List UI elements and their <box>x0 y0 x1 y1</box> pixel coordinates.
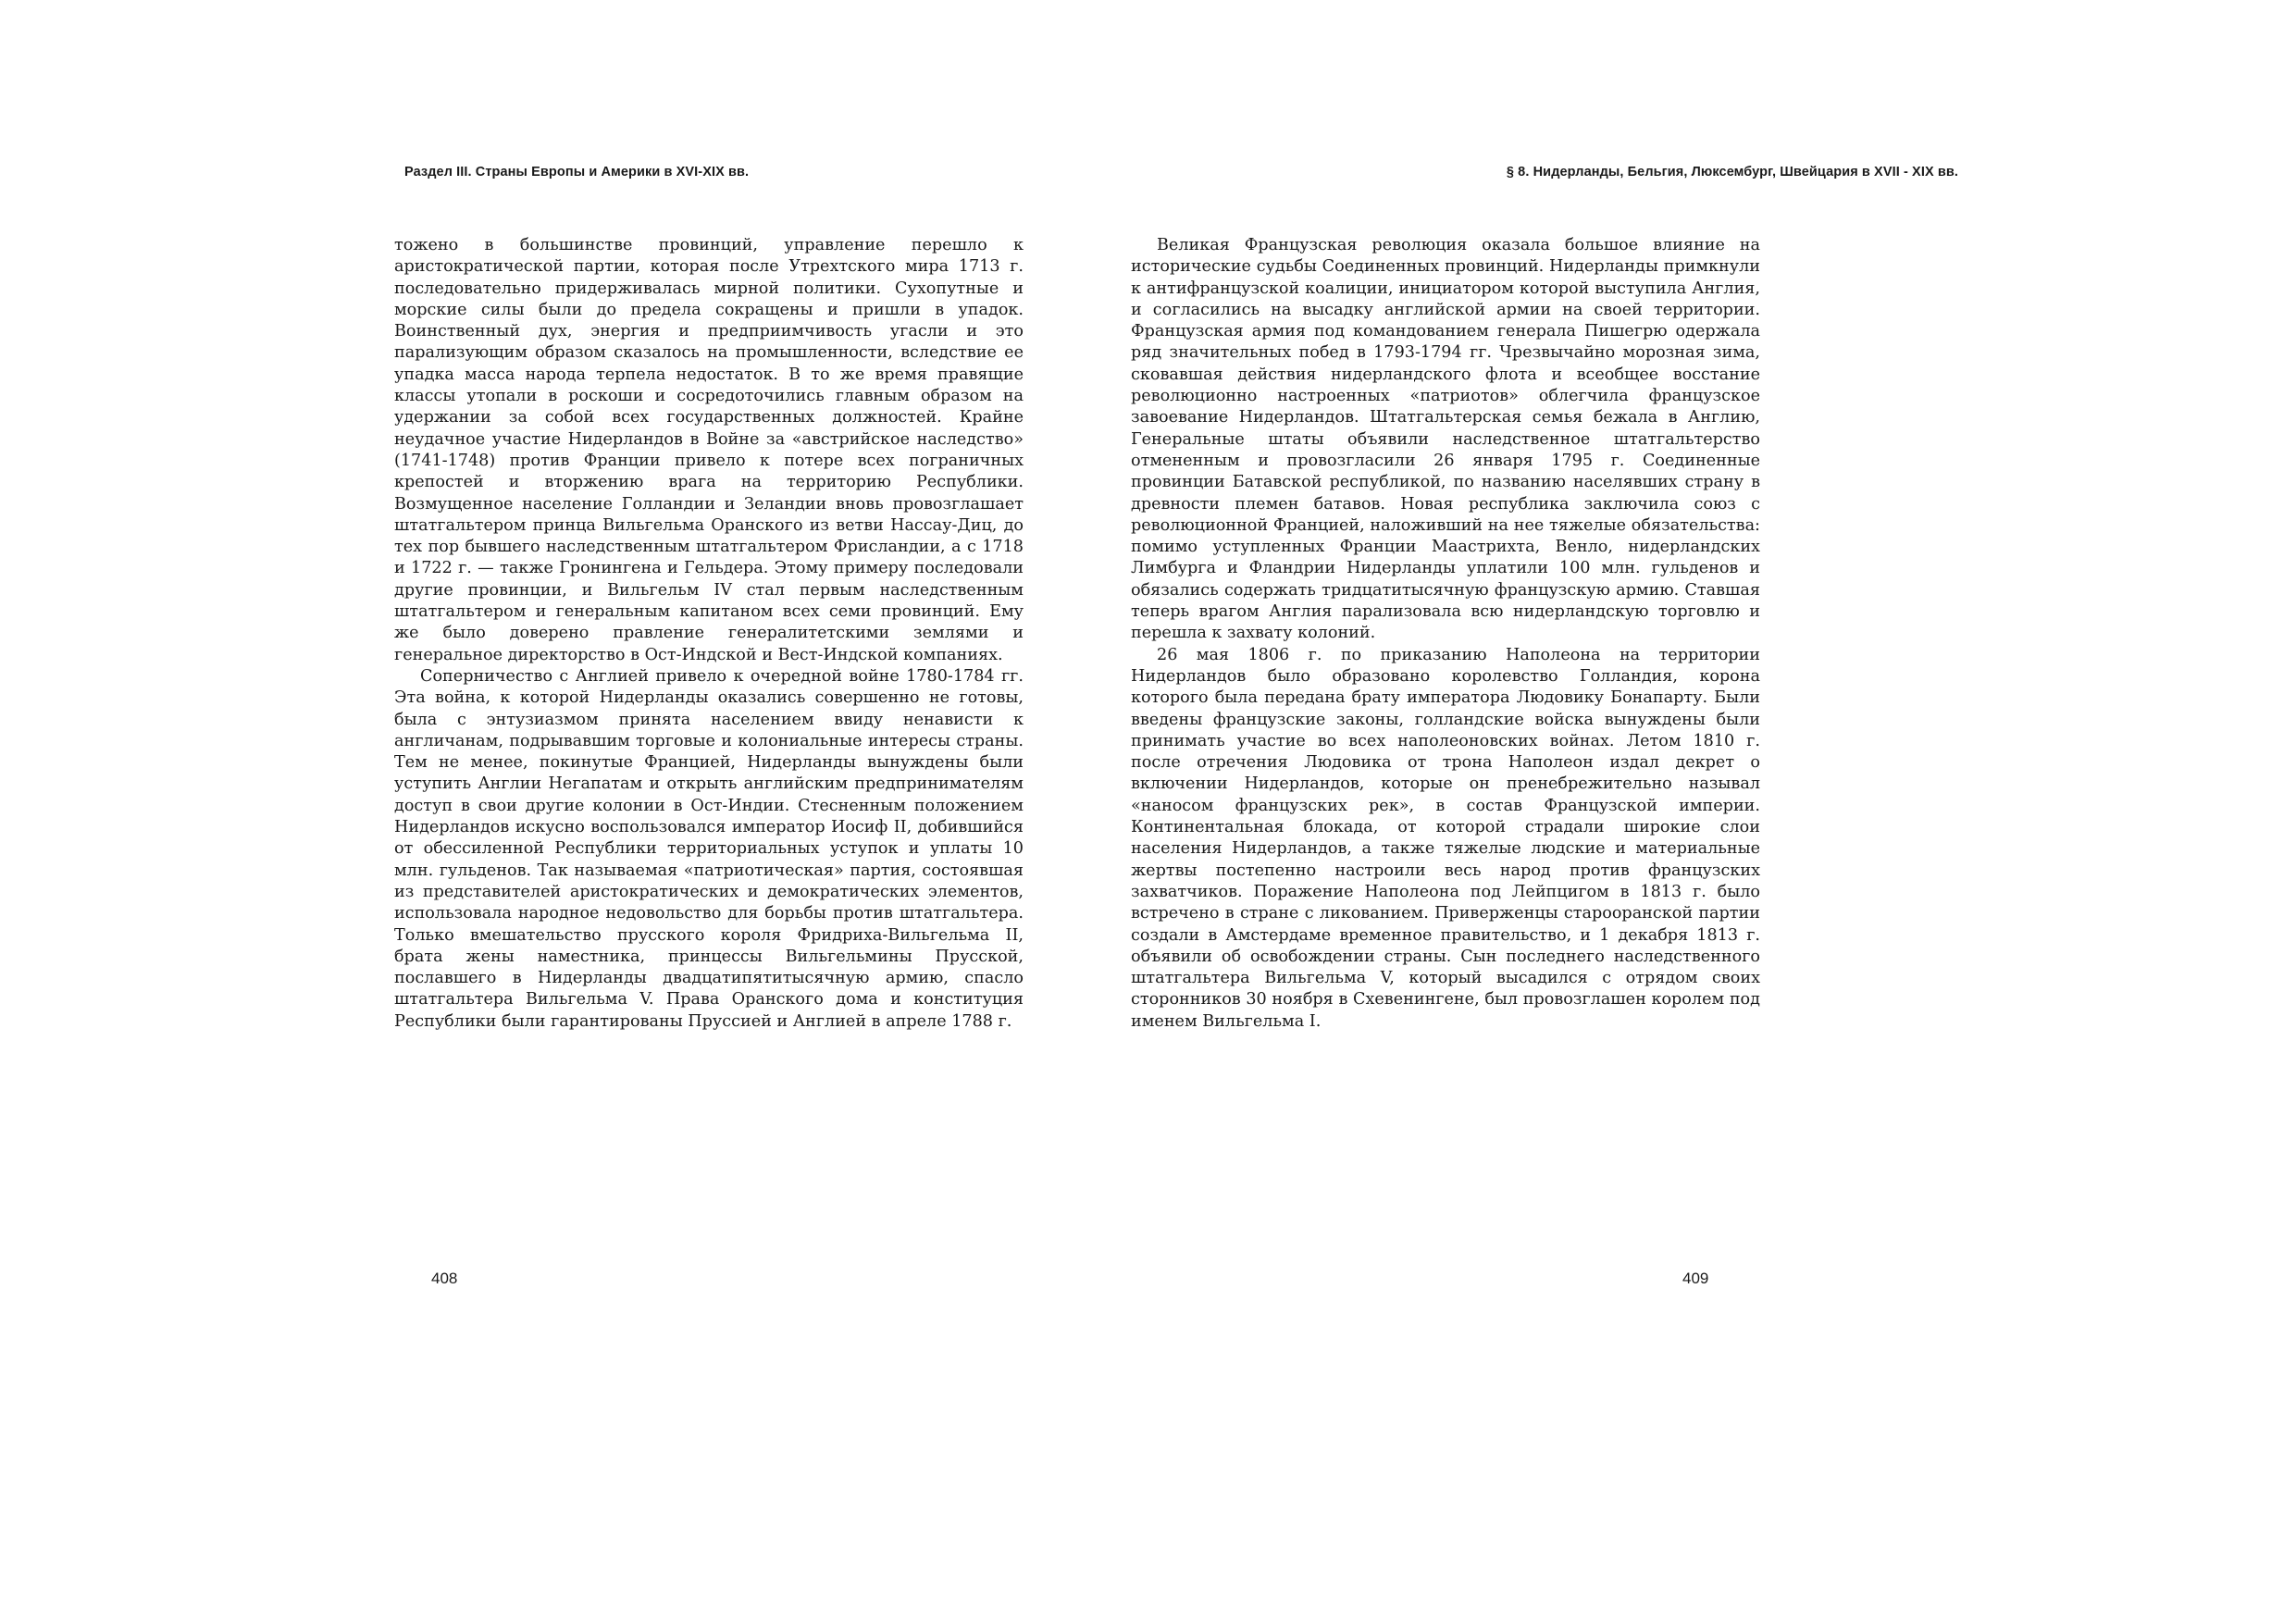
running-head-right: § 8. Нидерланды, Бельгия, Люксембург, Швейцария в XVII - XIX вв. <box>1506 165 1958 180</box>
paragraph: тожено в большинстве провинций, управление перешло к аристократической партии, которая после Утрехтского мира 1713 г. последовательно придерживалась мирной политики. Сухопутные и морские силы были до предела сокращены и пришли в упадок. Воинственный дух, энергия и предприимчивость угасли и это парализующим образом сказалось на промышленности, вследствие ее упадка масса народа терпела недостаток. В то же время правящие классы утопали в роскоши и сосредоточились главным образом на удержании за собой всех государственных должностей. Крайне неудачное участие Нидерландов в Войне за «австрийское наследство» (1741-1748) против Франции привело к потере всех пограничных крепостей и вторжению врага на территорию Республики. Возмущенное население Голландии и Зеландии вновь провозглашает штатгальтером принца Вильгельма Оранского из ветви Нассау-Диц, до тех пор бывшего наследственным штатгальтером Фрисландии, а с 1718 и 1722 г. — также Гронингена и Гельдера. Этому примеру последовали другие провинции, и Вильгельм IV стал первым наследственным штатгальтером и генеральным капитаном всех семи провинций. Ему же было доверено правление генералитетскими землями и генеральное директорство в Ост-Индской и Вест-Индской компаниях. <box>394 236 1024 664</box>
body-text-left <box>394 235 1024 1033</box>
body-text-right <box>1131 235 1760 1033</box>
paragraph: Великая Французская революция оказала большое влияние на исторические судьбы Соединенных провинций. Нидерланды примкнули к антифранцузской коалиции, инициатором которой выступила Англия, и согласились на высадку английской армии на своей территории. Французская армия под командованием генерала Пишегрю одержала ряд значительных побед в 1793-1794 гг. Чрезвычайно морозная зима, сковавшая действия нидерландского флота и всеобщее восстание революционно настроенных «патриотов» облегчила французское завоевание Нидерландов. Штатгальтерская семья бежала в Англию, Генеральные штаты объявили наследственное штатгальтерство отмененным и провозгласили 26 января 1795 г. Соединенные провинции Батавской республикой, по названию населявших страну в древности племен батавов. Новая республика заключила союз с революционной Францией, наложивший на нее тяжелые обязательства: помимо уступленных Франции Маастрихта, Венло, нидерландских Лимбурга и Фландрии Нидерланды уплатили 100 млн. гульденов и обязались содержать тридцатитысячную французскую армию. Ставшая теперь врагом Англия парализовала всю нидерландскую торговлю и перешла к захвату колоний. <box>1131 236 1760 643</box>
page-number-left: 408 <box>431 1270 458 1287</box>
running-head-left: Раздел III. Страны Европы и Америки в XVI-XIX вв. <box>404 165 750 180</box>
right-page <box>1131 0 2296 1623</box>
paragraph: Соперничество с Англией привело к очередной войне 1780-1784 гг. Эта война, к которой Нидерланды оказались совершенно не готовы, была с энтузиазмом принята населением ввиду ненависти к англичанам, подрывавшим торговые и колониальные интересы страны. Тем не менее, покинутые Францией, Нидерланды вынуждены были уступить Англии Негапатам и открыть английским предпринимателям доступ в свои другие колонии в Ост-Индии. Стесненным положением Нидерландов искусно воспользовался император Иосиф II, добившийся от обессиленной Республики территориальных уступок и уплаты 10 млн. гульденов. Так называемая «патриотическая» партия, состоявшая из представителей аристократических и демократических элементов, использовала народное недовольство для борьбы против штатгальтера. Только вмешательство прусского короля Фридриха-Вильгельма II, брата жены наместника, принцессы Вильгельмины Прусской, пославшего в Нидерланды двадцатипятитысячную армию, спасло штатгальтера Вильгельма V. Права Оранского дома и конституция Республики были гарантированы Пруссией и Англией в апреле 1788 г. <box>394 666 1024 1031</box>
paragraph: 26 мая 1806 г. по приказанию Наполеона на территории Нидерландов было образовано королевство Голландия, корона которого была передана брату императора Людовику Бонапарту. Были введены французские законы, голландские войска вынуждены были принимать участие во всех наполеоновских войнах. Летом 1810 г. после отречения Людовика от трона Наполеон издал декрет о включении Нидерландов, которые он пренебрежительно называл «наносом французских рек», в состав Французской империи. Континентальная блокада, от которой страдали широкие слои населения Нидерландов, а также тяжелые людские и материальные жертвы постепенно настроили весь народ против французских захватчиков. Поражение Наполеона под Лейпцигом в 1813 г. было встречено в стране с ликованием. Приверженцы старооранской партии создали в Амстердаме временное правительство, и 1 декабря 1813 г. объявили об освобождении страны. Сын последнего наследственного штатгальтера Вильгельма V, который высадился с отрядом своих сторонников 30 ноября в Схевенингене, был провозглашен королем под именем Вильгельма I. <box>1131 645 1760 1031</box>
page-number-right: 409 <box>1682 1270 1709 1287</box>
